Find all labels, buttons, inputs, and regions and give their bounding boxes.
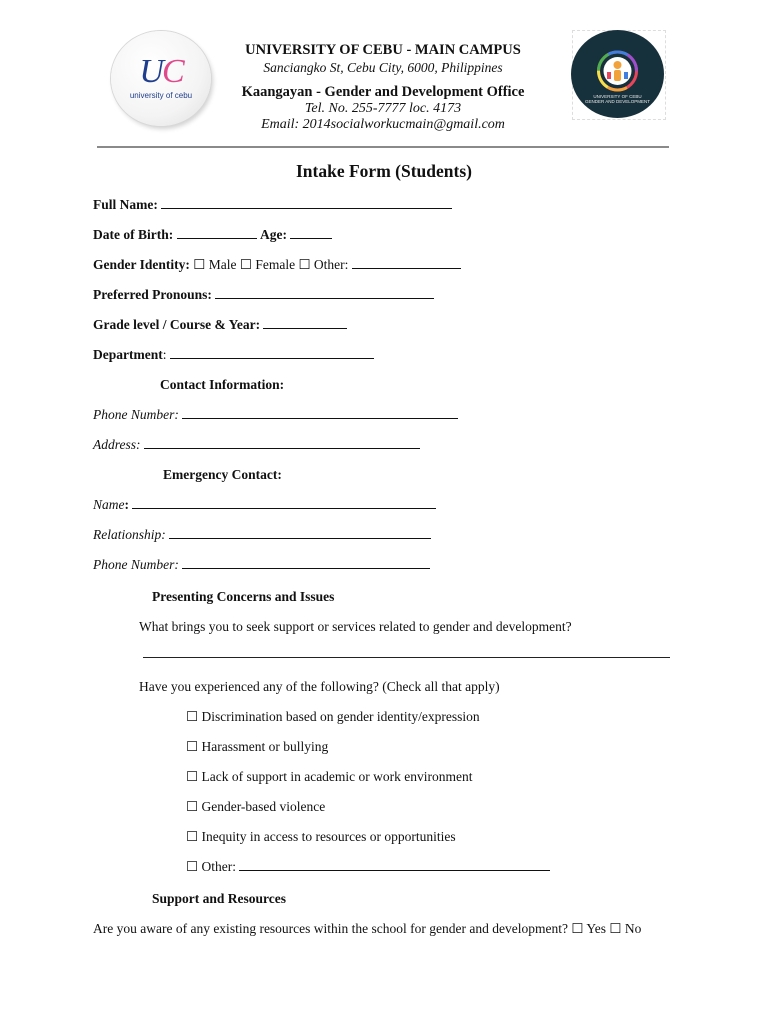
gad-emblem-icon	[571, 30, 664, 118]
checklist-item[interactable]: ☐ Other:	[186, 859, 236, 874]
ec-relationship-row	[93, 526, 431, 544]
pronouns-field[interactable]	[215, 287, 434, 299]
checklist-item[interactable]: ☐ Lack of support in academic or work environment	[186, 769, 473, 784]
grade-field[interactable]	[263, 317, 347, 329]
address-label: Address:	[93, 437, 141, 452]
dob-field[interactable]	[177, 227, 257, 239]
support-question-row	[93, 920, 641, 938]
male-checkbox[interactable]: ☐ Male	[193, 257, 237, 272]
age-field[interactable]	[290, 227, 332, 239]
experience-question: Have you experienced any of the following? (Check all that apply)	[139, 679, 500, 694]
ec-phone-label: Phone Number:	[93, 557, 179, 572]
checklist-item[interactable]: ☐ Gender-based violence	[186, 799, 326, 814]
grade-row	[93, 316, 347, 334]
ec-name-label: Name	[93, 497, 125, 512]
university-address: Sanciangko St, Cebu City, 6000, Philippines	[263, 60, 503, 75]
ec-relationship-field[interactable]	[169, 527, 431, 539]
concerns-answer-line[interactable]	[143, 657, 670, 658]
checklist-item[interactable]: ☐ Harassment or bullying	[186, 739, 329, 754]
age-label: Age:	[259, 227, 287, 242]
phone-field[interactable]	[182, 407, 458, 419]
ec-name-colon: :	[124, 497, 129, 512]
header-divider	[97, 146, 669, 148]
dob-row	[93, 226, 332, 244]
full-name-label: Full Name:	[93, 197, 158, 212]
female-checkbox[interactable]: ☐ Female	[239, 257, 296, 272]
ec-name-row	[93, 496, 436, 514]
address-field[interactable]	[144, 437, 420, 449]
support-heading: Support and Resources	[152, 891, 287, 906]
grade-label: Grade level / Course & Year:	[93, 317, 261, 332]
university-name: UNIVERSITY OF CEBU - MAIN CAMPUS	[245, 42, 521, 58]
university-logo	[111, 31, 211, 126]
university-logo-text: university of cebu	[129, 91, 193, 100]
checklist-item[interactable]: ☐ Discrimination based on gender identity/expression	[186, 709, 480, 724]
phone-row	[93, 406, 458, 424]
yes-checkbox[interactable]: ☐ Yes	[571, 921, 606, 936]
checklist-other-field[interactable]	[239, 859, 550, 871]
office-name: Kaangayan - Gender and Development Office	[241, 84, 525, 100]
dob-label: Date of Birth:	[93, 227, 174, 242]
department-label: Department	[93, 347, 163, 362]
checklist-item[interactable]: ☐ Inequity in access to resources or opportunities	[186, 829, 456, 844]
full-name-field[interactable]	[161, 197, 452, 209]
department-field[interactable]	[170, 347, 374, 359]
gender-identity-label: Gender Identity:	[93, 257, 190, 272]
ec-phone-row	[93, 556, 430, 574]
department-colon: :	[162, 347, 167, 362]
other-gender-field[interactable]	[352, 257, 461, 269]
department-row	[93, 346, 374, 364]
university-logo-mark: UC	[139, 53, 183, 90]
full-name-row	[93, 196, 452, 214]
ec-relationship-label: Relationship:	[93, 527, 166, 542]
address-row	[93, 436, 420, 454]
checklist-other-row	[186, 858, 550, 876]
concerns-heading: Presenting Concerns and Issues	[152, 589, 335, 604]
office-telephone: Tel. No. 255-7777 loc. 4173	[304, 101, 462, 116]
pronouns-row	[93, 286, 434, 304]
form-title: Intake Form (Students)	[296, 161, 472, 181]
other-gender-checkbox[interactable]: ☐ Other:	[298, 257, 349, 272]
concerns-question: What brings you to seek support or services related to gender and development?	[139, 619, 572, 634]
gad-office-logo	[571, 30, 664, 118]
pronouns-label: Preferred Pronouns:	[93, 287, 212, 302]
gender-identity-row	[93, 256, 461, 274]
ec-phone-field[interactable]	[182, 557, 430, 569]
support-question: Are you aware of any existing resources within the school for gender and development?	[93, 921, 568, 936]
contact-heading: Contact Information:	[160, 377, 285, 392]
emergency-heading: Emergency Contact:	[163, 467, 282, 482]
phone-label: Phone Number:	[93, 407, 179, 422]
ec-name-field[interactable]	[132, 497, 436, 509]
no-checkbox[interactable]: ☐ No	[609, 921, 642, 936]
office-email: Email: 2014socialworkucmain@gmail.com	[261, 117, 505, 132]
gad-logo-text: UNIVERSITY OF CEBU GENDER AND DEVELOPMENT	[585, 94, 651, 104]
